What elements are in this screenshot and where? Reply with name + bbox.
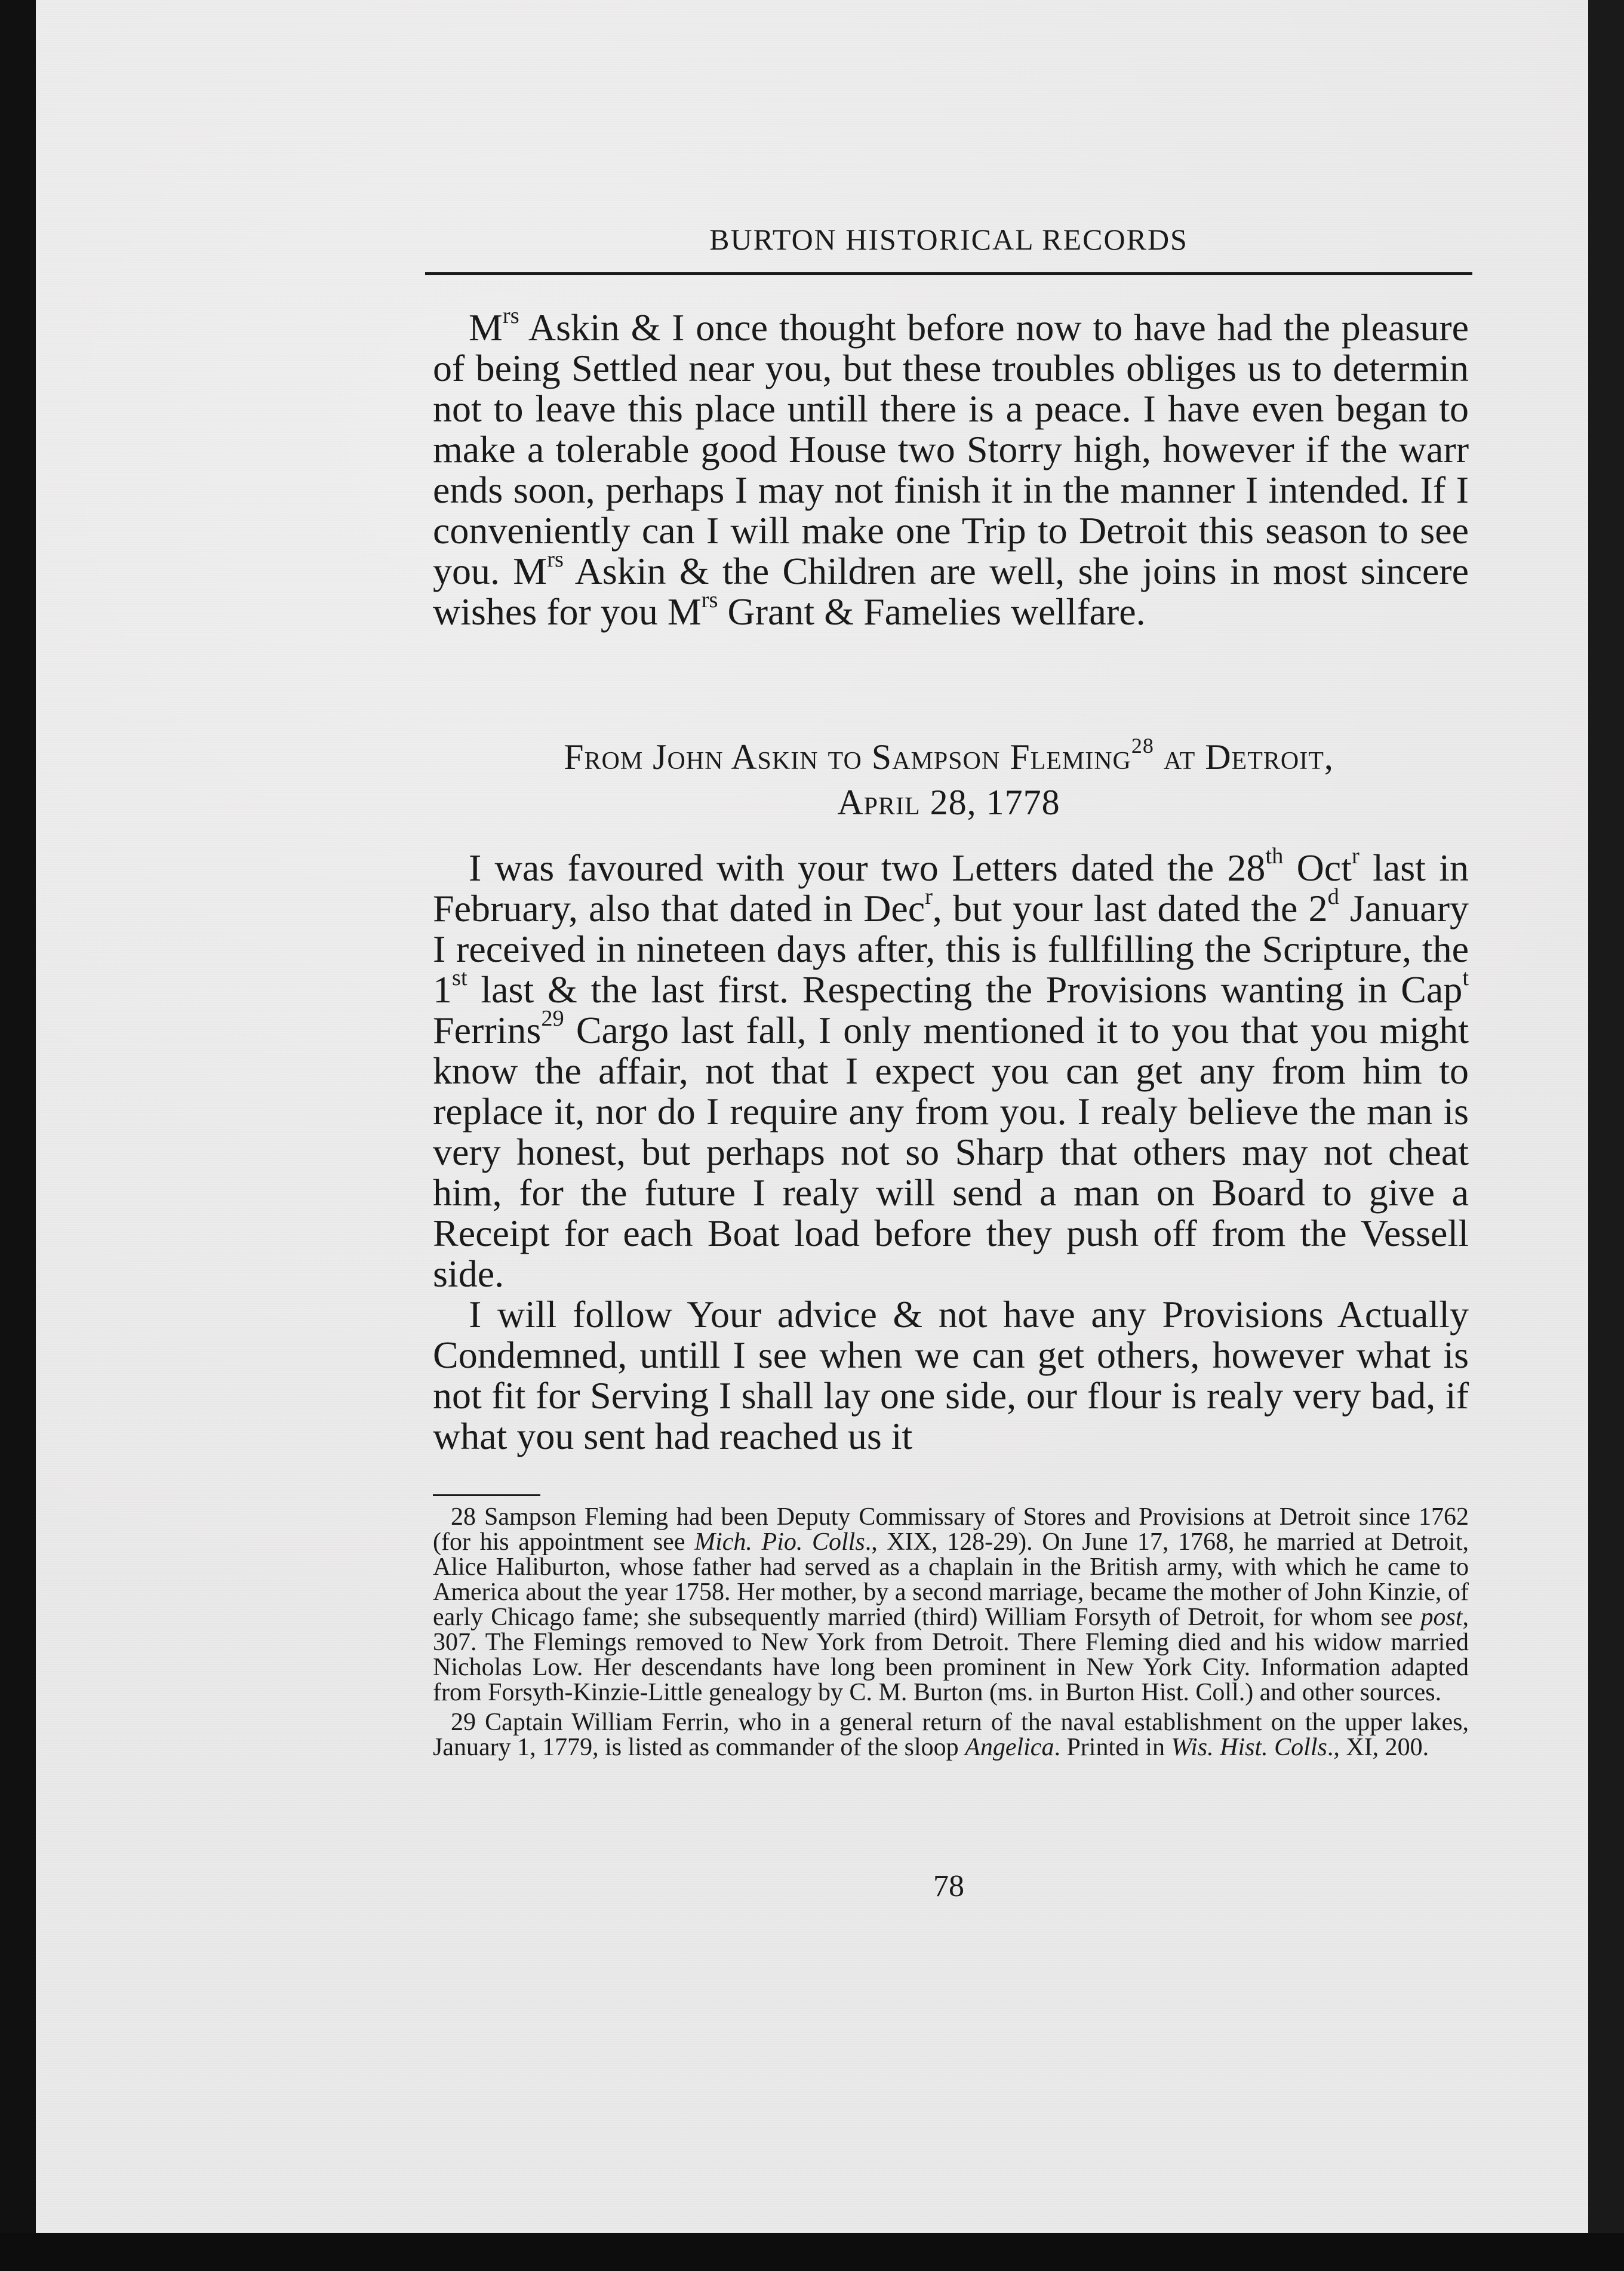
footnote-rule	[433, 1494, 540, 1496]
header-rule	[425, 272, 1472, 275]
heading-date: April 28, 1778	[837, 783, 1060, 822]
footnote-ref-28: 28	[1131, 734, 1154, 758]
letter-2-paragraph-2: I will follow Your advice & not have any Provisions Actually Condemned, untill I see when we can get others, however what is not fit for Serving I shall lay one side, our flour is realy very bad, if what you sent had reached us it	[433, 1293, 1469, 1457]
scan-border-right	[1588, 0, 1624, 2271]
footnotes	[433, 1504, 1469, 1765]
letter-1-paragraph: $M^{rs}$ Askin & I once thought before now to have had the pleasure of being Settled near you, but these troubles obliges us to determin not to leave this place untill there is a peace. I have even began to make a tolerable good House two Storry high, however if the warr ends soon, perhaps I may not finish it in the manner I intended. If I conveniently can I will make one Trip to Detroit this season to see you. $M^{rs}$ Askin & the Children are well, she joins in most sincere wishes for you $M^{rs}$ Grant & Famelies wellfare.	[433, 303, 1469, 633]
letter-1-body	[433, 303, 1469, 633]
scan-border-bottom	[0, 2233, 1624, 2271]
heading-line-1: From John Askin to Sampson Fleming$^{28}$ at Detroit,	[564, 734, 1334, 777]
footnote-28: 28 Sampson Fleming had been Deputy Commissary of Stores and Provisions at Detroit since 1762 (for his appointment see Mich. Pio. Colls., XIX, 128-29). On June 17, 1768, he married at Detroit, Alice Haliburton, whose father had served as a chaplain in the British army, with which he came to America about the year 1758. Her mother, by a second marriage, became the mother of John Kinzie, of early Chicago fame; she subsequently married (third) William Forsyth of Detroit, for whom see post, 307. The Flemings removed to New York from Detroit. There Fleming died and his widow married Nicholas Low. Her descendants have long been prominent in New York City. Information adapted from Forsyth-Kinzie-Little genealogy by C. M. Burton (ms. in Burton Hist. Coll.) and other sources.	[433, 1503, 1469, 1706]
page-number: 78	[933, 1869, 964, 1903]
letter-heading	[425, 734, 1472, 825]
footnote-ref-29: 29	[541, 1006, 564, 1032]
letter-2-paragraph-1: I was favoured with your two Letters dated the 28th Oct$^r$ last in February, also that dated in Dec$^r$, but your last dated the 2$^d$ January I received in nineteen days after, this is fullfilling the Scripture, the 1st last & the last first. Respecting the Provisions wanting in Cap$^t$ Ferrins$^{29}$ Cargo last fall, I only mentioned it to you that you might know the affair, not that I expect you can get any from him to replace it, nor do I require any from you. I realy believe the man is very honest, but perhaps not so Sharp that others may not cheat him, for the future I realy will send a man on Board to give a Receipt for each Boat load before they push off from the Vessell side.	[433, 844, 1469, 1295]
footnote-29: 29 Captain William Ferrin, who in a general return of the naval establishment on the upper lakes, January 1, 1779, is listed as commander of the sloop Angelica. Printed in Wis. Hist. Colls., XI, 200.	[433, 1709, 1469, 1761]
running-head: BURTON HISTORICAL RECORDS	[709, 223, 1188, 256]
letter-2-body	[433, 844, 1469, 1457]
